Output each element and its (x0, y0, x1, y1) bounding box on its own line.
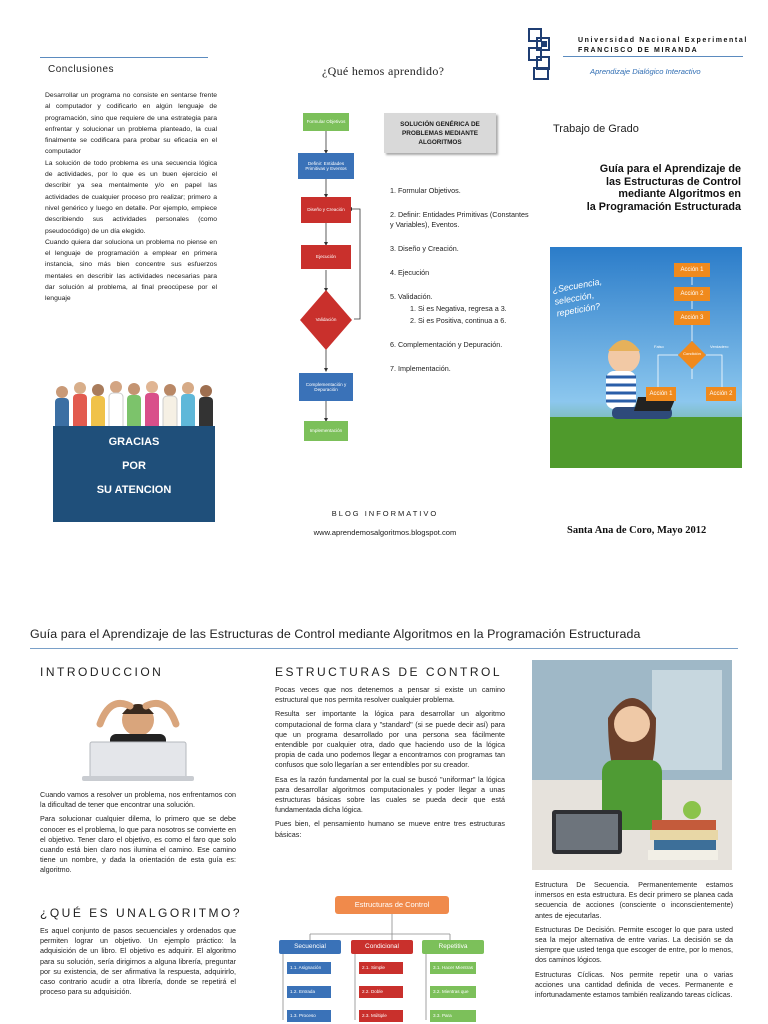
structures-text (275, 685, 505, 844)
divider-conclusions (40, 57, 208, 58)
divider-university (563, 56, 743, 57)
thanks-line: GRACIAS (108, 436, 160, 448)
structures-detail-text (535, 880, 733, 1004)
guide-title-line: mediante Algoritmos en (618, 188, 741, 200)
place-date: Santa Ana de Coro, Mayo 2012 (567, 525, 707, 536)
flow-step-diseno: Diseño y Creación (301, 197, 351, 223)
substep-item: 2. Si es Positiva, continua a 6. (410, 316, 507, 325)
steps-list (390, 186, 530, 388)
cover-true-label: Verdadero (710, 344, 729, 349)
university-logo-icon (526, 26, 558, 82)
blog-url-link[interactable]: www.aprendemosalgoritmos.blogspot.com (313, 528, 457, 537)
diagram-item: 3.3. Para (430, 1010, 476, 1022)
thanks-banner (53, 426, 215, 522)
flow-step-complementacion: Complementación y Depuración (299, 373, 353, 401)
structures-title: ESTRUCTURAS DE CONTROL (275, 665, 503, 679)
flow-step-formular: Formular Objetivos (303, 113, 349, 131)
thanks-line: SU ATENCION (96, 484, 172, 496)
step-item: 3. Diseño y Creación. (390, 244, 459, 253)
guide-title-line: Guía para el Aprendizaje de (599, 163, 741, 175)
diagram-branch-secuencial: Secuencial (279, 940, 341, 954)
algorithm-text (40, 926, 236, 1001)
step-item: 2. Definir: Entidades Primitivas (Constantes y Variables), Eventos. (390, 210, 529, 229)
student-laptop-photo (532, 660, 732, 870)
structures-paragraph: Resulta ser importante la lógica para desarrollar un algoritmo computacional de forma clara y "standard" (si se puede decir así) para que un programa desarrollado por una persona sea fácilmente entendible por cualquier otra, dado que haciendo uso de la lógica propia de cada uno podemos llegar a encontrarnos con programas tan confusos que solo llegarían a ser entendibles por su creador. (275, 709, 505, 770)
diagram-item: 1.3. Proceso (287, 1010, 331, 1022)
blog-label: BLOG INFORMATIVO (331, 509, 439, 518)
solution-heading-box: SOLUCIÓN GENÉRICA DE PROBLEMAS MEDIANTE ALGORITMOS (384, 113, 496, 153)
algorithm-paragraph: Es aquel conjunto de pasos secuenciales y ordenados que permiten lograr un objetivo. Un ejemplo práctico: la adquisición de un libro. El objetivo es adquirir. El algoritmo para su solución, sería dirigirnos a alguna librería, preguntar por su existencia, de ser afirmativa la respuesta, adquirirlo, caso contrario acudir a otra librería, donde se repetirá el proceso para su adquisición. (40, 926, 236, 997)
intro-title: INTRODUCCION (40, 665, 164, 679)
students-group-photo (50, 378, 218, 432)
flow-step-validacion: Validación (315, 317, 337, 323)
diagram-item: 1.2. Entrada (287, 986, 331, 998)
learned-title: ¿Qué hemos aprendido? (322, 64, 445, 78)
step-item: 4. Ejecución (390, 268, 430, 277)
diagram-branch-condicional: Condicional (351, 940, 413, 954)
guide-title (565, 163, 741, 213)
intro-paragraph: Para solucionar cualquier dilema, lo primero que se debe conocer es el problema, lo que para nosotros se convierte en el objetivo. Tener claro el objetivo, es como el faro que solo cuando está bien claro nos ilumina el camino. Ese camino tiene un nombre, y dada la orientación de esta guía es: algoritmo. (40, 814, 236, 875)
cover-action-box: Acción 2 (706, 387, 736, 401)
guide-title-line: la Programación Estructurada (586, 200, 741, 213)
diagram-item: 2.2. Doble (359, 986, 403, 998)
frustrated-man-illustration (40, 684, 236, 784)
structure-detail-paragraph: Estructuras Cíclicas. Nos permite repetir una o varias acciones una cantidad definida de veces. Permanente e infortunadamente estamos también realizando tareas cíclicas. (535, 969, 733, 1000)
flow-step-ejecucion: Ejecución (301, 245, 351, 269)
header-divider (30, 648, 738, 649)
structures-paragraph: Esa es la razón fundamental por la cual se buscó "uniformar" la lógica para desarrollar algoritmos computacionales y poder llegar a unas estructuras básicas sobre las cuales se pueda decir que está fundamentada dicha lógica. (275, 774, 505, 815)
conclusions-title: Conclusiones (48, 64, 115, 75)
diagram-item: 2.3. Múltiple (359, 1010, 403, 1022)
university-name-line: Universidad Nacional Experimental (578, 37, 748, 44)
structure-detail-paragraph: Estructuras De Decisión. Permite escoger lo que para usted sea la mejor alternativa de entre varias. La decisión se da siempre que usted tenga que escoger de entre, por lo menos, dos caminos lógicos. (535, 924, 733, 965)
work-type: Trabajo de Grado (553, 123, 639, 135)
diagram-branch-repetitiva: Repetitiva (422, 940, 484, 954)
diagram-item: 1.1. Asignación (287, 962, 331, 974)
conclusion-paragraph: Cuando quiera dar soluciona un problema no piense en el lenguaje de programación a emplear en primera instancia, sino más bien concentre sus esfuerzos mentales en describir las actividades necesarias para dar solución al problema, al final preocúpese por el lenguaje (45, 238, 217, 303)
substep-item: 1. Si es Negativa, regresa a 3. (410, 304, 507, 313)
intro-text (40, 790, 236, 880)
cover-action-box: Acción 3 (674, 311, 710, 325)
conclusion-paragraph: Desarrollar un programa no consiste en sentarse frente al computador y codificarlo en algún lenguaje de programación, sino que requiere de una estrategia para enfrentar y solucionar un problema planteado, la cual finalmente se codificara para probar su eficacia en el computador (45, 92, 217, 156)
student-laptop-illustration (532, 660, 732, 870)
university-name (578, 36, 748, 56)
cover-caption: ¿Secuencia, selección, repetición? (551, 276, 603, 319)
diagram-item: 3.2. Mientras que (430, 986, 476, 998)
diagram-item: 3.1. Hacer Mientras (430, 962, 476, 974)
frustrated-man-photo (40, 684, 236, 784)
diagram-item: 2.1. Simple (359, 962, 403, 974)
conclusions-text (45, 90, 217, 305)
cover-false-label: Falso (654, 344, 664, 349)
cover-action-box: Acción 1 (646, 387, 676, 401)
structures-paragraph: Pues bien, el pensamiento humano se mueve entre tres estructuras básicas: (275, 819, 505, 839)
algorithm-title: ¿QUÉ ES UNALGORITMO? (40, 906, 243, 920)
structure-detail-paragraph: Estructura De Secuencia. Permanentemente estamos inmersos en esta estructura. Es decir primero se planea cada secuencia de acciones (consciente o inconscientemente) antes de ejecutarlas. (535, 880, 733, 920)
cover-action-box: Acción 2 (674, 287, 710, 301)
control-structures-diagram (275, 886, 505, 1024)
step-item: 5. Validación. (390, 292, 433, 301)
step-item: 7. Implementación. (390, 364, 451, 373)
diagram-root-box: Estructuras de Control (335, 896, 449, 914)
cover-condition-label: Condición (683, 351, 701, 356)
thanks-line: POR (122, 460, 146, 472)
program-subtitle: Aprendizaje Dialógico Interactivo (590, 67, 701, 76)
flow-step-implementacion: Implementación (304, 421, 348, 441)
university-name-line: FRANCISCO DE MIRANDA (578, 47, 699, 54)
flow-step-definir: Definir: Entidades Primitivas y Eventos (298, 153, 354, 179)
cover-illustration (550, 247, 742, 468)
cover-action-box: Acción 1 (674, 263, 710, 277)
page-header: Guía para el Aprendizaje de las Estructuras de Control mediante Algoritmos en la Programación Estructurada (30, 627, 641, 641)
conclusion-paragraph: La solución de todo problema es una secuencia lógica de actividades, por lo que es un buen ejercicio el describir ya sea mentalmente y/o en papel las actividades de cualquier proceso pro realizar; primero a nivel genérico y luego en detalle. Por ejemplo, empiece describiendo sus actividades personales (como pseudocódigo) de un día elegido. (45, 159, 217, 235)
step-item: 6. Complementación y Depuración. (390, 340, 503, 349)
structures-paragraph: Pocas veces que nos detenemos a pensar si existe un camino estructural que nos permita resolver cualquier problema. (275, 685, 505, 705)
guide-title-line: las Estructuras de Control (606, 175, 741, 188)
intro-paragraph: Cuando vamos a resolver un problema, nos enfrentamos con la dificultad de tener que encontrar una solución. (40, 790, 236, 810)
step-item: 1. Formular Objetivos. (390, 186, 461, 195)
